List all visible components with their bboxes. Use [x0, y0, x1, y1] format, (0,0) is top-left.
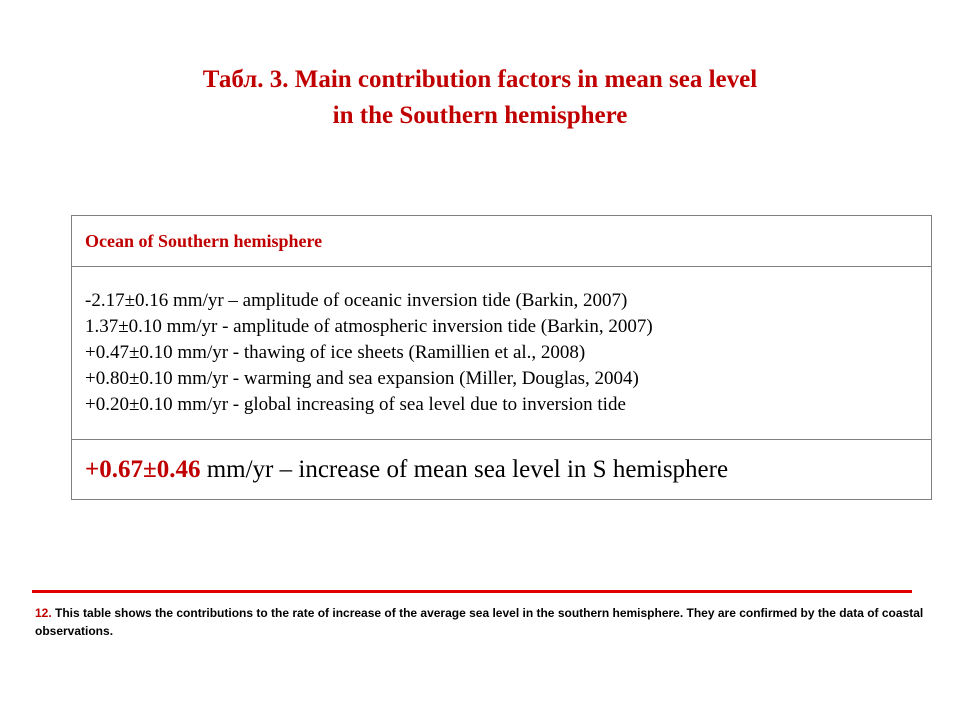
result-line — [85, 456, 728, 483]
contributions-cell — [72, 267, 932, 440]
contribution-table — [71, 215, 932, 500]
table-result-row — [72, 440, 932, 500]
contribution-item: -2.17±0.16 mm/yr – amplitude of oceanic inversion tide (Barkin, 2007) — [85, 290, 628, 311]
contribution-item: +0.47±0.10 mm/yr - thawing of ice sheets (Ramillien et al., 2008) — [85, 342, 586, 363]
table-header: Ocean of Southern hemisphere — [85, 230, 323, 251]
title-line-1: Табл. 3. Main contribution factors in mean sea level — [202, 66, 758, 93]
contribution-item: 1.37±0.10 mm/yr - amplitude of atmospheric inversion tide (Barkin, 2007) — [85, 316, 653, 337]
table-header-row — [72, 216, 932, 267]
title-line-2: in the Southern hemisphere — [332, 102, 628, 129]
table-row — [72, 267, 932, 440]
result-value: +0.67±0.46 — [85, 455, 201, 483]
contribution-item: +0.20±0.10 mm/yr - global increasing of sea level due to inversion tide — [85, 394, 626, 415]
result-cell — [72, 440, 932, 500]
footnote-text: This table shows the contributions to the rate of increase of the average sea level in the southern hemisphere. They are confirmed by the data of coastal observations. — [35, 606, 924, 638]
footnote — [35, 604, 935, 640]
divider-rule — [32, 590, 912, 593]
result-text: mm/yr – increase of mean sea level in S hemisphere — [200, 455, 729, 483]
contribution-item: +0.80±0.10 mm/yr - warming and sea expansion (Miller, Douglas, 2004) — [85, 368, 639, 389]
footnote-number: 12. — [35, 606, 52, 620]
table-header-cell — [72, 216, 932, 267]
page-title — [0, 62, 960, 134]
